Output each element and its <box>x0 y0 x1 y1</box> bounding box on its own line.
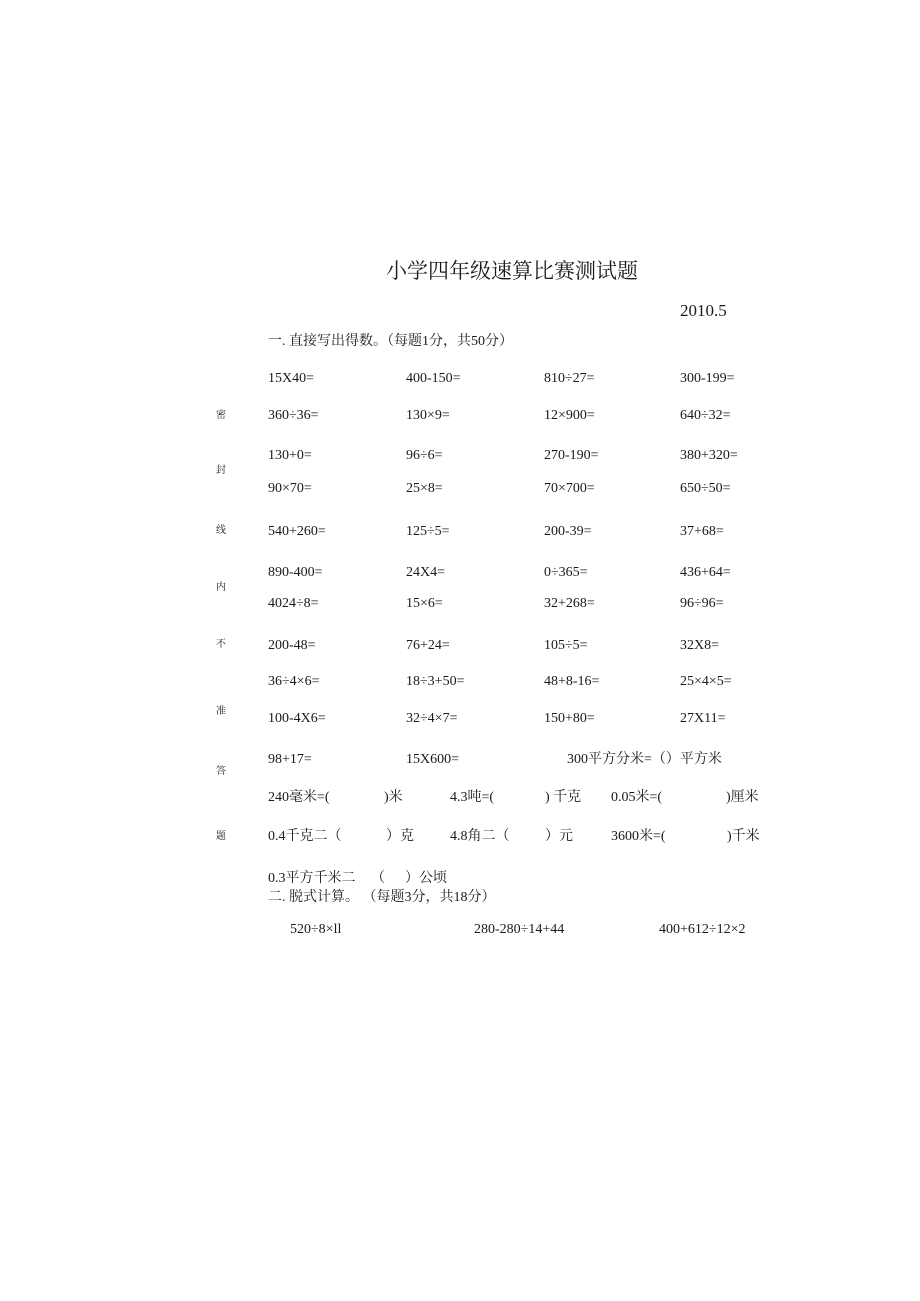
unit-conversion-problem: 300平方分米=（）平方米 <box>567 752 722 767</box>
unit-conversion-problem <box>268 790 403 806</box>
problem: 270-190= <box>544 448 599 463</box>
problem-text: 240毫米=( <box>268 790 330 805</box>
problem: 130×9= <box>406 408 450 423</box>
problem: 32+268= <box>544 596 595 611</box>
problem: 32X8= <box>680 638 720 653</box>
problem: 640÷32= <box>680 408 731 423</box>
seal-line-char: 线 <box>216 525 226 536</box>
calculation-problem: 520÷8×ll <box>290 922 342 937</box>
problem: 130+0= <box>268 448 312 463</box>
problem-unit-text: ) 千克 <box>545 790 582 805</box>
problem: 890-400= <box>268 565 323 580</box>
problem: 90×70= <box>268 481 312 496</box>
section-2-heading: 二. 脱式计算。 （每题3分，共18分） <box>268 890 496 905</box>
answer-bracket-open: （ <box>371 871 385 886</box>
problem: 200-48= <box>268 638 316 653</box>
problem: 98+17= <box>268 752 312 767</box>
problem-text: 4.3吨=( <box>450 790 495 805</box>
problem: 400-150= <box>406 371 461 386</box>
problem: 15X600= <box>406 752 460 767</box>
problem: 100-4X6= <box>268 711 326 726</box>
problem: 32÷4×7= <box>406 711 458 726</box>
seal-line-char: 题 <box>216 831 226 842</box>
seal-line-char: 准 <box>216 706 226 717</box>
problem: 18÷3+50= <box>406 674 465 689</box>
problem-text: 0.3平方千米二 <box>268 871 356 886</box>
seal-line-char: 答 <box>216 766 226 777</box>
problem-unit-text: ）元 <box>545 829 573 844</box>
problem-unit-text: )厘米 <box>726 790 759 805</box>
problem: 436+64= <box>680 565 731 580</box>
section-1-heading: 一. 直接写出得数。（每题1分，共50分） <box>268 334 513 349</box>
problem: 96÷96= <box>680 596 724 611</box>
seal-line-char: 密 <box>216 410 226 421</box>
problem: 36÷4×6= <box>268 674 320 689</box>
problem-unit-text: ）克 <box>386 829 414 844</box>
problem: 360÷36= <box>268 408 319 423</box>
problem-unit-text: )千米 <box>727 829 760 844</box>
problem-text: 4.8角二（ <box>450 829 510 844</box>
problem: 76+24= <box>406 638 450 653</box>
problem: 48+8-16= <box>544 674 600 689</box>
problem: 70×700= <box>544 481 595 496</box>
seal-line-char: 内 <box>216 582 226 593</box>
page-title: 小学四年级速算比赛测试题 <box>386 260 638 283</box>
problem: 105÷5= <box>544 638 588 653</box>
problem: 0÷365= <box>544 565 588 580</box>
problem: 380+320= <box>680 448 738 463</box>
problem: 15×6= <box>406 596 443 611</box>
problem: 25×8= <box>406 481 443 496</box>
problem: 27X11= <box>680 711 726 726</box>
exam-date: 2010.5 <box>680 301 727 320</box>
problem: 15X40= <box>268 371 315 386</box>
problem: 25×4×5= <box>680 674 732 689</box>
unit-conversion-problem <box>611 829 760 845</box>
unit-conversion-problem <box>450 829 573 845</box>
unit-conversion-problem <box>450 790 582 806</box>
problem: 37+68= <box>680 524 724 539</box>
unit-conversion-problem <box>268 871 447 887</box>
calculation-problem: 280-280÷14+44 <box>474 922 565 937</box>
problem-text: 3600米=( <box>611 829 666 844</box>
problem: 650÷50= <box>680 481 731 496</box>
problem: 540+260= <box>268 524 326 539</box>
problem: 96÷6= <box>406 448 443 463</box>
problem: 12×900= <box>544 408 595 423</box>
problem: 4024÷8= <box>268 596 319 611</box>
problem: 125÷5= <box>406 524 450 539</box>
problem: 24X4= <box>406 565 446 580</box>
problem: 200-39= <box>544 524 592 539</box>
problem-unit-text: )米 <box>384 790 403 805</box>
problem: 810÷27= <box>544 371 595 386</box>
unit-conversion-problem <box>268 829 414 845</box>
problem: 300-199= <box>680 371 735 386</box>
problem-text: 0.05米=( <box>611 790 663 805</box>
problem: 150+80= <box>544 711 595 726</box>
seal-line-char: 封 <box>216 465 226 476</box>
unit-conversion-problem <box>611 790 759 806</box>
seal-line-char: 不 <box>216 639 226 650</box>
problem-unit-text: ）公顷 <box>405 871 447 886</box>
calculation-problem: 400+612÷12×2 <box>659 922 746 937</box>
problem-text: 0.4千克二（ <box>268 829 342 844</box>
